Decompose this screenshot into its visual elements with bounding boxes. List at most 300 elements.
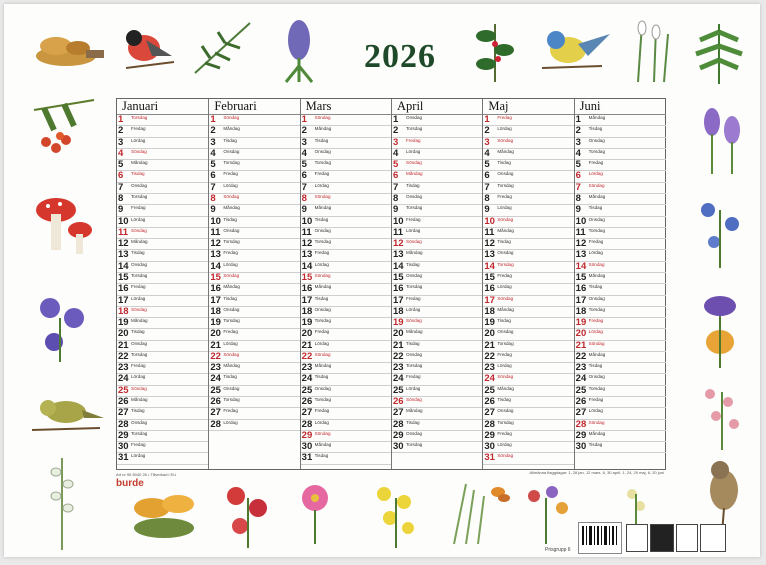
weekday-name: Tisdag bbox=[314, 216, 329, 222]
empty-row bbox=[209, 431, 300, 442]
weekday-name: Söndag bbox=[497, 137, 514, 143]
day-row bbox=[483, 284, 574, 295]
day-number: 21 bbox=[118, 340, 129, 351]
day-row bbox=[117, 194, 208, 205]
day-number: 3 bbox=[301, 137, 307, 148]
day-row bbox=[483, 262, 574, 273]
weekday-name: Tisdag bbox=[497, 160, 511, 166]
day-row bbox=[392, 284, 483, 295]
weekday-name: Tisdag bbox=[497, 397, 511, 403]
day-row bbox=[117, 431, 208, 442]
day-number: 2 bbox=[575, 126, 581, 137]
day-row bbox=[575, 386, 666, 397]
weekday-name: Torsdag bbox=[314, 160, 331, 166]
day-row bbox=[209, 239, 300, 250]
day-row bbox=[209, 262, 300, 273]
day-number: 9 bbox=[393, 205, 399, 216]
juniper-branch-illustration bbox=[190, 18, 260, 78]
weekday-name: Måndag bbox=[588, 193, 606, 199]
day-row bbox=[301, 171, 392, 182]
day-number: 9 bbox=[118, 205, 124, 216]
day-number: 2 bbox=[484, 126, 490, 137]
day-row bbox=[392, 194, 483, 205]
day-number: 21 bbox=[210, 340, 221, 351]
weekday-name: Fredag bbox=[406, 216, 421, 222]
day-row bbox=[575, 228, 666, 239]
weekday-name: Torsdag bbox=[223, 160, 240, 166]
weekday-name: Tisdag bbox=[588, 363, 603, 369]
blue-tit-bird-illustration bbox=[532, 16, 612, 76]
weekday-name: Lördag bbox=[497, 126, 512, 132]
day-number: 30 bbox=[575, 442, 587, 453]
day-number: 3 bbox=[575, 137, 581, 148]
day-row bbox=[483, 194, 574, 205]
day-number: 5 bbox=[210, 160, 216, 171]
weekday-name: Söndag bbox=[131, 148, 147, 154]
weekday-name: Tisdag bbox=[588, 205, 603, 211]
day-number: 11 bbox=[575, 227, 586, 238]
day-row bbox=[483, 397, 574, 408]
snowdrop-illustration bbox=[624, 14, 674, 84]
day-row bbox=[117, 296, 208, 307]
calendar-sheet bbox=[4, 4, 760, 557]
day-number: 20 bbox=[118, 329, 129, 340]
weekday-name: Söndag bbox=[588, 182, 605, 188]
day-row bbox=[117, 408, 208, 419]
day-row bbox=[301, 228, 392, 239]
weekday-name: Onsdag bbox=[223, 306, 240, 312]
day-number: 12 bbox=[118, 239, 129, 250]
day-row bbox=[483, 239, 574, 250]
day-number: 11 bbox=[210, 227, 221, 238]
day-row bbox=[209, 138, 300, 149]
weekday-name: Söndag bbox=[131, 306, 147, 312]
bullfinch-bird-illustration bbox=[116, 22, 176, 74]
day-row bbox=[575, 115, 666, 126]
month-name: Maj bbox=[483, 99, 574, 115]
day-row bbox=[301, 307, 392, 318]
empty-row bbox=[209, 442, 300, 453]
day-row bbox=[209, 341, 300, 352]
weekday-name: Tisdag bbox=[223, 137, 237, 143]
day-number: 10 bbox=[484, 216, 495, 227]
day-row bbox=[392, 160, 483, 171]
day-number: 26 bbox=[301, 397, 313, 408]
weekday-name: Lördag bbox=[406, 306, 421, 312]
weekday-name: Fredag bbox=[131, 284, 146, 290]
day-row bbox=[575, 149, 666, 160]
day-number: 27 bbox=[210, 408, 221, 419]
day-number: 23 bbox=[301, 363, 313, 374]
day-number: 9 bbox=[575, 205, 581, 216]
day-number: 2 bbox=[301, 126, 307, 137]
weekday-name: Torsdag bbox=[314, 318, 331, 324]
day-number: 18 bbox=[118, 306, 129, 317]
day-row bbox=[301, 386, 392, 397]
day-row bbox=[117, 217, 208, 228]
day-number: 26 bbox=[118, 397, 129, 408]
burde-logo: burde bbox=[116, 478, 144, 489]
day-number: 17 bbox=[301, 295, 313, 306]
weekday-name: Tisdag bbox=[314, 295, 329, 301]
day-row bbox=[392, 329, 483, 340]
day-number: 14 bbox=[301, 261, 313, 272]
day-number: 30 bbox=[484, 442, 495, 453]
day-number: 14 bbox=[210, 261, 221, 272]
day-number: 2 bbox=[393, 126, 399, 137]
weekday-name: Tisdag bbox=[588, 126, 603, 132]
weekday-name: Måndag bbox=[588, 351, 606, 357]
day-row bbox=[483, 341, 574, 352]
day-row bbox=[392, 228, 483, 239]
day-row bbox=[209, 408, 300, 419]
day-number: 30 bbox=[301, 442, 313, 453]
day-row bbox=[301, 194, 392, 205]
day-row bbox=[301, 374, 392, 385]
iris-and-lily-illustration bbox=[690, 288, 752, 368]
weekday-name: Måndag bbox=[223, 126, 240, 132]
day-number: 7 bbox=[118, 182, 124, 193]
weekday-name: Måndag bbox=[131, 239, 148, 245]
day-row bbox=[575, 239, 666, 250]
day-number: 31 bbox=[118, 453, 129, 464]
weekday-name: Söndag bbox=[314, 115, 331, 120]
weekday-name: Onsdag bbox=[497, 250, 514, 256]
day-row bbox=[301, 273, 392, 284]
day-row bbox=[575, 205, 666, 216]
day-number: 10 bbox=[118, 216, 129, 227]
fsc-logo bbox=[676, 524, 698, 552]
day-row bbox=[301, 160, 392, 171]
weekday-name: Tisdag bbox=[223, 216, 237, 222]
day-number: 16 bbox=[484, 284, 495, 295]
weekday-name: Lördag bbox=[131, 374, 146, 380]
day-row bbox=[575, 307, 666, 318]
weekday-name: Fredag bbox=[406, 295, 421, 301]
weekday-name: Onsdag bbox=[131, 182, 148, 188]
weekday-name: Tisdag bbox=[406, 261, 420, 267]
weekday-name: Onsdag bbox=[588, 137, 605, 143]
weekday-name: Måndag bbox=[406, 329, 423, 335]
day-number: 29 bbox=[301, 430, 313, 441]
day-row bbox=[575, 318, 666, 329]
weekday-name: Söndag bbox=[588, 261, 605, 267]
weekday-name: Måndag bbox=[314, 284, 332, 290]
day-row bbox=[117, 374, 208, 385]
weekday-name: Fredag bbox=[497, 272, 512, 278]
day-number: 19 bbox=[575, 318, 587, 329]
day-row bbox=[483, 171, 574, 182]
weekday-name: Lördag bbox=[131, 216, 146, 222]
day-number: 18 bbox=[393, 306, 404, 317]
day-row bbox=[301, 250, 392, 261]
weekday-name: Fredag bbox=[497, 115, 512, 120]
day-row bbox=[483, 453, 574, 464]
weekday-name: Fredag bbox=[588, 160, 604, 166]
day-number: 15 bbox=[210, 272, 221, 283]
day-number: 27 bbox=[301, 408, 313, 419]
day-number: 15 bbox=[484, 272, 495, 283]
day-number: 31 bbox=[484, 453, 495, 464]
day-row bbox=[392, 171, 483, 182]
day-row bbox=[392, 386, 483, 397]
day-row bbox=[392, 149, 483, 160]
day-row bbox=[483, 250, 574, 261]
day-row bbox=[117, 453, 208, 464]
day-row bbox=[209, 194, 300, 205]
day-number: 11 bbox=[301, 227, 312, 238]
month-column bbox=[300, 99, 392, 469]
weekday-name: Tisdag bbox=[131, 250, 145, 256]
weekday-name: Fredag bbox=[406, 137, 421, 143]
weekday-name: Söndag bbox=[223, 351, 240, 357]
day-number: 14 bbox=[393, 261, 404, 272]
day-number: 28 bbox=[393, 419, 404, 430]
day-number: 3 bbox=[393, 137, 399, 148]
day-row bbox=[575, 431, 666, 442]
month-name: April bbox=[392, 99, 483, 115]
weekday-name: Onsdag bbox=[588, 216, 605, 222]
day-row bbox=[575, 363, 666, 374]
weekday-name: Torsdag bbox=[314, 397, 331, 403]
weekday-name: Söndag bbox=[406, 239, 422, 245]
weekday-name: Torsdag bbox=[588, 148, 605, 154]
weekday-name: Fredag bbox=[223, 329, 238, 335]
day-number: 26 bbox=[484, 397, 495, 408]
weekday-name: Fredag bbox=[131, 126, 146, 132]
day-number: 6 bbox=[393, 171, 399, 182]
month-column bbox=[208, 99, 300, 469]
day-row bbox=[117, 126, 208, 137]
day-number: 8 bbox=[118, 193, 124, 204]
rowan-berries-illustration bbox=[24, 90, 104, 170]
day-number: 22 bbox=[210, 351, 221, 362]
weekday-name: Söndag bbox=[497, 453, 514, 459]
day-row bbox=[392, 217, 483, 228]
weekday-name: Söndag bbox=[223, 115, 240, 120]
day-number: 15 bbox=[393, 272, 404, 283]
weekday-name: Onsdag bbox=[497, 408, 514, 414]
day-number: 2 bbox=[118, 126, 124, 137]
weekday-name: Fredag bbox=[314, 171, 330, 177]
day-row bbox=[301, 126, 392, 137]
warbler-bird-illustration bbox=[26, 388, 106, 440]
month-name: Juni bbox=[575, 99, 666, 115]
pink-flowers-illustration bbox=[692, 376, 752, 450]
day-row bbox=[483, 307, 574, 318]
day-row bbox=[392, 408, 483, 419]
month-column bbox=[574, 99, 666, 469]
weekday-name: Onsdag bbox=[497, 329, 514, 335]
day-row bbox=[117, 442, 208, 453]
weekday-name: Lördag bbox=[314, 261, 329, 267]
day-row bbox=[117, 160, 208, 171]
day-row bbox=[483, 160, 574, 171]
day-number: 18 bbox=[484, 306, 495, 317]
day-row bbox=[301, 239, 392, 250]
day-number: 21 bbox=[393, 340, 404, 351]
calendar-year-title: 2026 bbox=[364, 38, 436, 75]
day-row bbox=[301, 296, 392, 307]
weekday-name: Måndag bbox=[314, 205, 332, 211]
day-number: 10 bbox=[301, 216, 313, 227]
weekday-name: Söndag bbox=[223, 193, 240, 199]
day-row bbox=[301, 329, 392, 340]
day-row bbox=[209, 329, 300, 340]
day-row bbox=[301, 397, 392, 408]
day-row bbox=[209, 386, 300, 397]
day-number: 31 bbox=[301, 453, 313, 464]
day-row bbox=[301, 431, 392, 442]
day-number: 27 bbox=[118, 408, 129, 419]
day-number: 28 bbox=[575, 419, 587, 430]
day-number: 13 bbox=[484, 250, 495, 261]
day-number: 20 bbox=[575, 329, 587, 340]
day-row bbox=[301, 149, 392, 160]
day-row bbox=[392, 126, 483, 137]
weekday-name: Torsdag bbox=[131, 351, 148, 357]
day-number: 18 bbox=[301, 306, 313, 317]
weekday-name: Torsdag bbox=[131, 430, 148, 436]
weekday-name: Onsdag bbox=[223, 385, 240, 391]
day-number: 23 bbox=[118, 363, 129, 374]
day-number: 6 bbox=[484, 171, 490, 182]
day-number: 21 bbox=[301, 340, 313, 351]
weekday-name: Fredag bbox=[223, 250, 238, 256]
pink-aster-illustration bbox=[290, 478, 340, 544]
weekday-name: Söndag bbox=[314, 272, 331, 278]
day-row bbox=[209, 397, 300, 408]
day-row bbox=[301, 318, 392, 329]
day-number: 15 bbox=[118, 272, 129, 283]
day-number: 4 bbox=[118, 148, 124, 159]
day-row bbox=[575, 273, 666, 284]
day-number: 25 bbox=[118, 385, 129, 396]
day-row bbox=[209, 217, 300, 228]
day-row bbox=[575, 138, 666, 149]
day-number: 26 bbox=[575, 397, 587, 408]
day-row bbox=[483, 183, 574, 194]
weekday-name: Torsdag bbox=[314, 239, 331, 245]
day-number: 16 bbox=[575, 284, 587, 295]
day-number: 17 bbox=[484, 295, 495, 306]
weekday-name: Onsdag bbox=[223, 148, 240, 154]
day-row bbox=[575, 341, 666, 352]
day-number: 8 bbox=[393, 193, 399, 204]
day-row bbox=[575, 420, 666, 431]
day-row bbox=[117, 273, 208, 284]
weekday-name: Torsdag bbox=[497, 419, 514, 425]
day-number: 14 bbox=[484, 261, 495, 272]
day-number: 8 bbox=[210, 193, 216, 204]
day-number: 7 bbox=[484, 182, 490, 193]
day-row bbox=[392, 250, 483, 261]
day-row bbox=[483, 228, 574, 239]
day-number: 24 bbox=[210, 374, 221, 385]
day-row bbox=[392, 205, 483, 216]
weekday-name: Torsdag bbox=[588, 306, 605, 312]
day-number: 26 bbox=[393, 397, 404, 408]
day-row bbox=[117, 284, 208, 295]
day-row bbox=[117, 250, 208, 261]
weekday-name: Torsdag bbox=[131, 115, 148, 120]
day-row bbox=[392, 239, 483, 250]
day-row bbox=[209, 250, 300, 261]
day-number: 25 bbox=[301, 385, 313, 396]
day-row bbox=[301, 183, 392, 194]
day-number: 19 bbox=[118, 318, 129, 329]
weekday-name: Tisdag bbox=[223, 374, 237, 380]
day-row bbox=[117, 149, 208, 160]
day-row bbox=[209, 420, 300, 431]
weekday-name: Måndag bbox=[497, 306, 514, 312]
weekday-name: Tisdag bbox=[131, 329, 145, 335]
day-row bbox=[209, 171, 300, 182]
day-number: 24 bbox=[301, 374, 313, 385]
day-number: 7 bbox=[393, 182, 399, 193]
day-number: 6 bbox=[118, 171, 124, 182]
day-row bbox=[117, 183, 208, 194]
weekday-name: Söndag bbox=[131, 227, 147, 233]
day-row bbox=[483, 138, 574, 149]
day-row bbox=[483, 205, 574, 216]
day-row bbox=[483, 217, 574, 228]
day-number: 23 bbox=[210, 363, 221, 374]
day-number: 16 bbox=[118, 284, 129, 295]
day-number: 29 bbox=[393, 430, 404, 441]
blue-flowers-illustration bbox=[688, 190, 754, 270]
day-row bbox=[483, 126, 574, 137]
day-row bbox=[483, 374, 574, 385]
day-number: 1 bbox=[210, 115, 216, 125]
weekday-name: Onsdag bbox=[588, 295, 605, 301]
weekday-name: Lördag bbox=[497, 442, 512, 448]
weekday-name: Måndag bbox=[314, 442, 332, 448]
day-row bbox=[483, 329, 574, 340]
day-row bbox=[392, 318, 483, 329]
day-number: 16 bbox=[301, 284, 313, 295]
day-row bbox=[392, 420, 483, 431]
day-row bbox=[209, 318, 300, 329]
day-number: 28 bbox=[484, 419, 495, 430]
day-row bbox=[575, 296, 666, 307]
day-row bbox=[117, 239, 208, 250]
yellow-flowers-illustration bbox=[368, 478, 422, 548]
day-number: 22 bbox=[575, 351, 587, 362]
day-number: 12 bbox=[484, 239, 495, 250]
weekday-name: Tisdag bbox=[406, 419, 420, 425]
day-row bbox=[392, 431, 483, 442]
day-row bbox=[209, 307, 300, 318]
weekday-name: Onsdag bbox=[314, 148, 331, 154]
weekday-name: Fredag bbox=[131, 442, 146, 448]
day-row bbox=[301, 341, 392, 352]
day-number: 2 bbox=[210, 126, 216, 137]
weekday-name: Lördag bbox=[131, 137, 146, 143]
weekday-name: Lördag bbox=[406, 227, 421, 233]
day-number: 14 bbox=[118, 261, 129, 272]
day-row bbox=[392, 442, 483, 453]
weekday-name: Fredag bbox=[314, 329, 330, 335]
day-number: 8 bbox=[301, 193, 307, 204]
day-number: 16 bbox=[210, 284, 221, 295]
day-number: 19 bbox=[210, 318, 221, 329]
day-row bbox=[117, 341, 208, 352]
weekday-name: Torsdag bbox=[223, 318, 240, 324]
weekday-name: Onsdag bbox=[314, 306, 331, 312]
day-row bbox=[483, 386, 574, 397]
day-row bbox=[392, 296, 483, 307]
